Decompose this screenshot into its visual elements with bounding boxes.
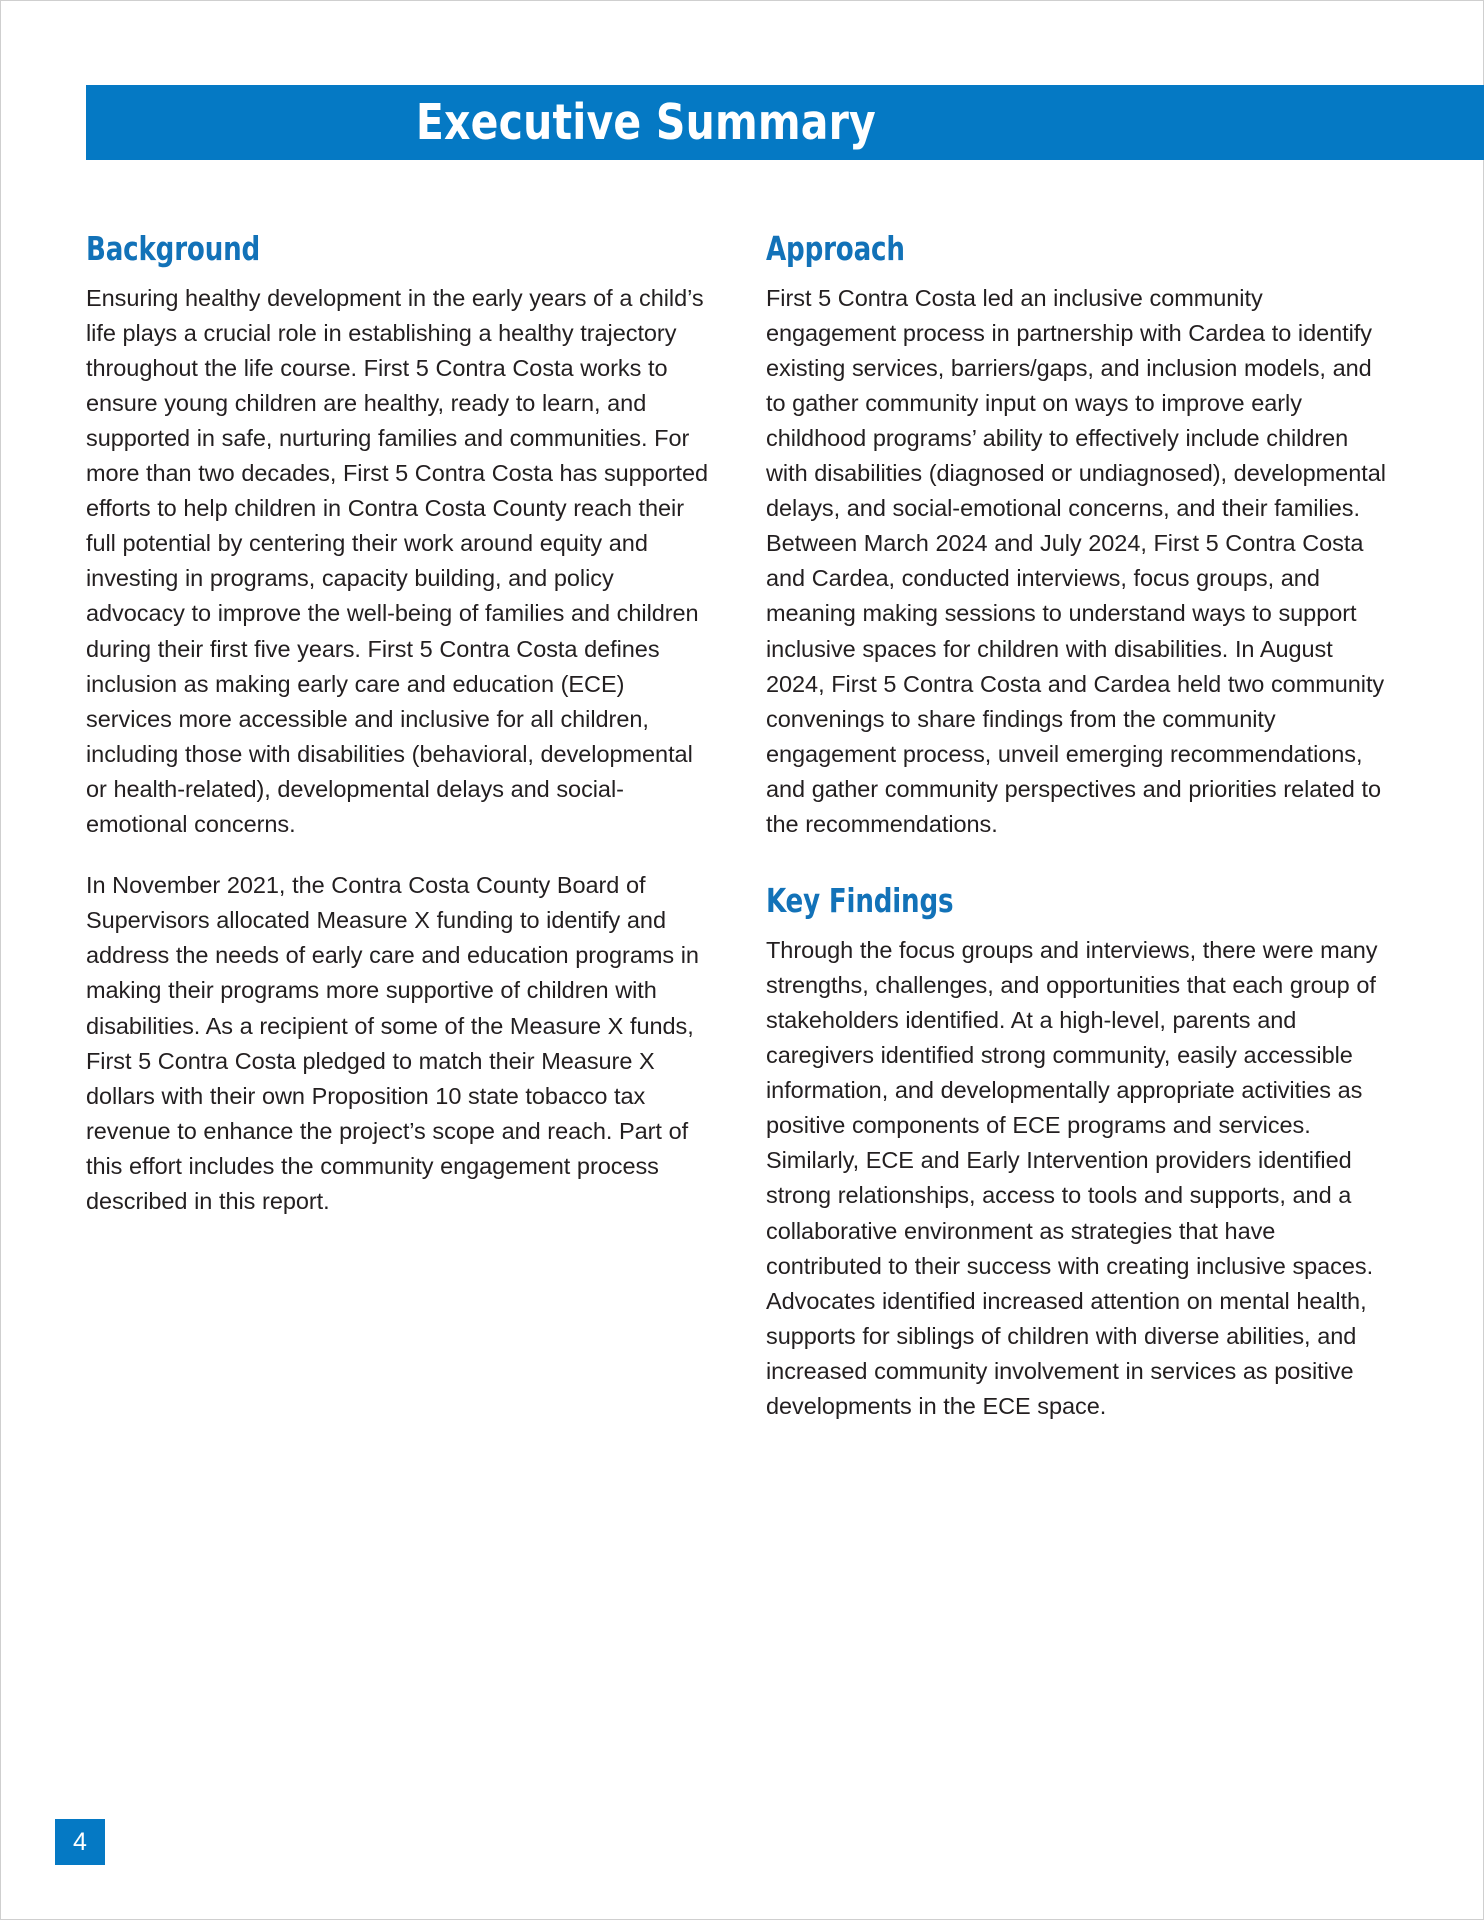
section-heading-approach: Approach — [766, 229, 905, 268]
section-heading-key-findings: Key Findings — [766, 881, 954, 921]
page-number-label: 4 — [73, 1827, 87, 1856]
section-heading-background: Background — [86, 229, 261, 268]
two-column-body — [86, 229, 1396, 1424]
page-header-banner — [86, 85, 1484, 160]
background-paragraph-1: Ensuring healthy development in the early years of a child’s life plays a crucial role in establishing a healthy trajectory throughout the life course. First 5 Contra Costa works to ensure young children are healthy, ready to learn, and supported in safe, nurturing families and communities. For more than two decades, First 5 Contra Costa has supported efforts to help children in Contra Costa County reach their full potential by centering their work around equity and investing in programs, capacity building, and policy advocacy to improve the well-being of families and children during their first five years. First 5 Contra Costa defines inclusion as making early care and education (ECE) services more accessible and inclusive for all children, including those with disabilities (behavioral, developmental or health-related), developmental delays and social-emotional concerns. — [86, 284, 709, 838]
background-paragraph-2: In November 2021, the Contra Costa County Board of Supervisors allocated Measure X funding to identify and address the needs of early care and education programs in making their programs more supportive of children with disabilities. As a recipient of some of the Measure X funds, First 5 Contra Costa pledged to match their Measure X dollars with their own Proposition 10 state tobacco tax revenue to enhance the project’s scope and reach. Part of this effort includes the community engagement process described in this report. — [86, 872, 699, 1214]
key-findings-paragraph-1: Through the focus groups and interviews, there were many strengths, challenges, and opportunities that each group of stakeholders identified. At a high-level, parents and caregivers identified strong community, easily accessible information, and developmentally appropriate activities as positive components of ECE programs and services. Similarly, ECE and Early Intervention providers identified strong relationships, access to tools and supports, and a collaborative environment as strategies that have contributed to their success with creating inclusive spaces. Advocates identified increased attention on mental health, supports for siblings of children with diverse abilities, and increased community involvement in services as positive developments in the ECE space. — [766, 936, 1378, 1419]
approach-paragraph-1: First 5 Contra Costa led an inclusive community engagement process in partnership with Cardea to identify existing services, barriers/gaps, and inclusion models, and to gather community input on ways to improve early childhood programs’ ability to effectively include children with disabilities (diagnosed or undiagnosed), developmental delays, and social-emotional concerns, and their families. Between March 2024 and July 2024, First 5 Contra Costa and Cardea, conducted interviews, focus groups, and meaning making sessions to understand ways to support inclusive spaces for children with disabilities. In August 2024, First 5 Contra Costa and Cardea held two community convenings to share findings from the community engagement process, unveil emerging recommendations, and gather community perspectives and priorities related to the recommendations. — [766, 284, 1386, 838]
page-title: Executive Summary — [415, 94, 876, 151]
right-column — [766, 229, 1396, 1424]
page-number-badge — [55, 1819, 105, 1865]
left-column — [86, 229, 716, 1424]
